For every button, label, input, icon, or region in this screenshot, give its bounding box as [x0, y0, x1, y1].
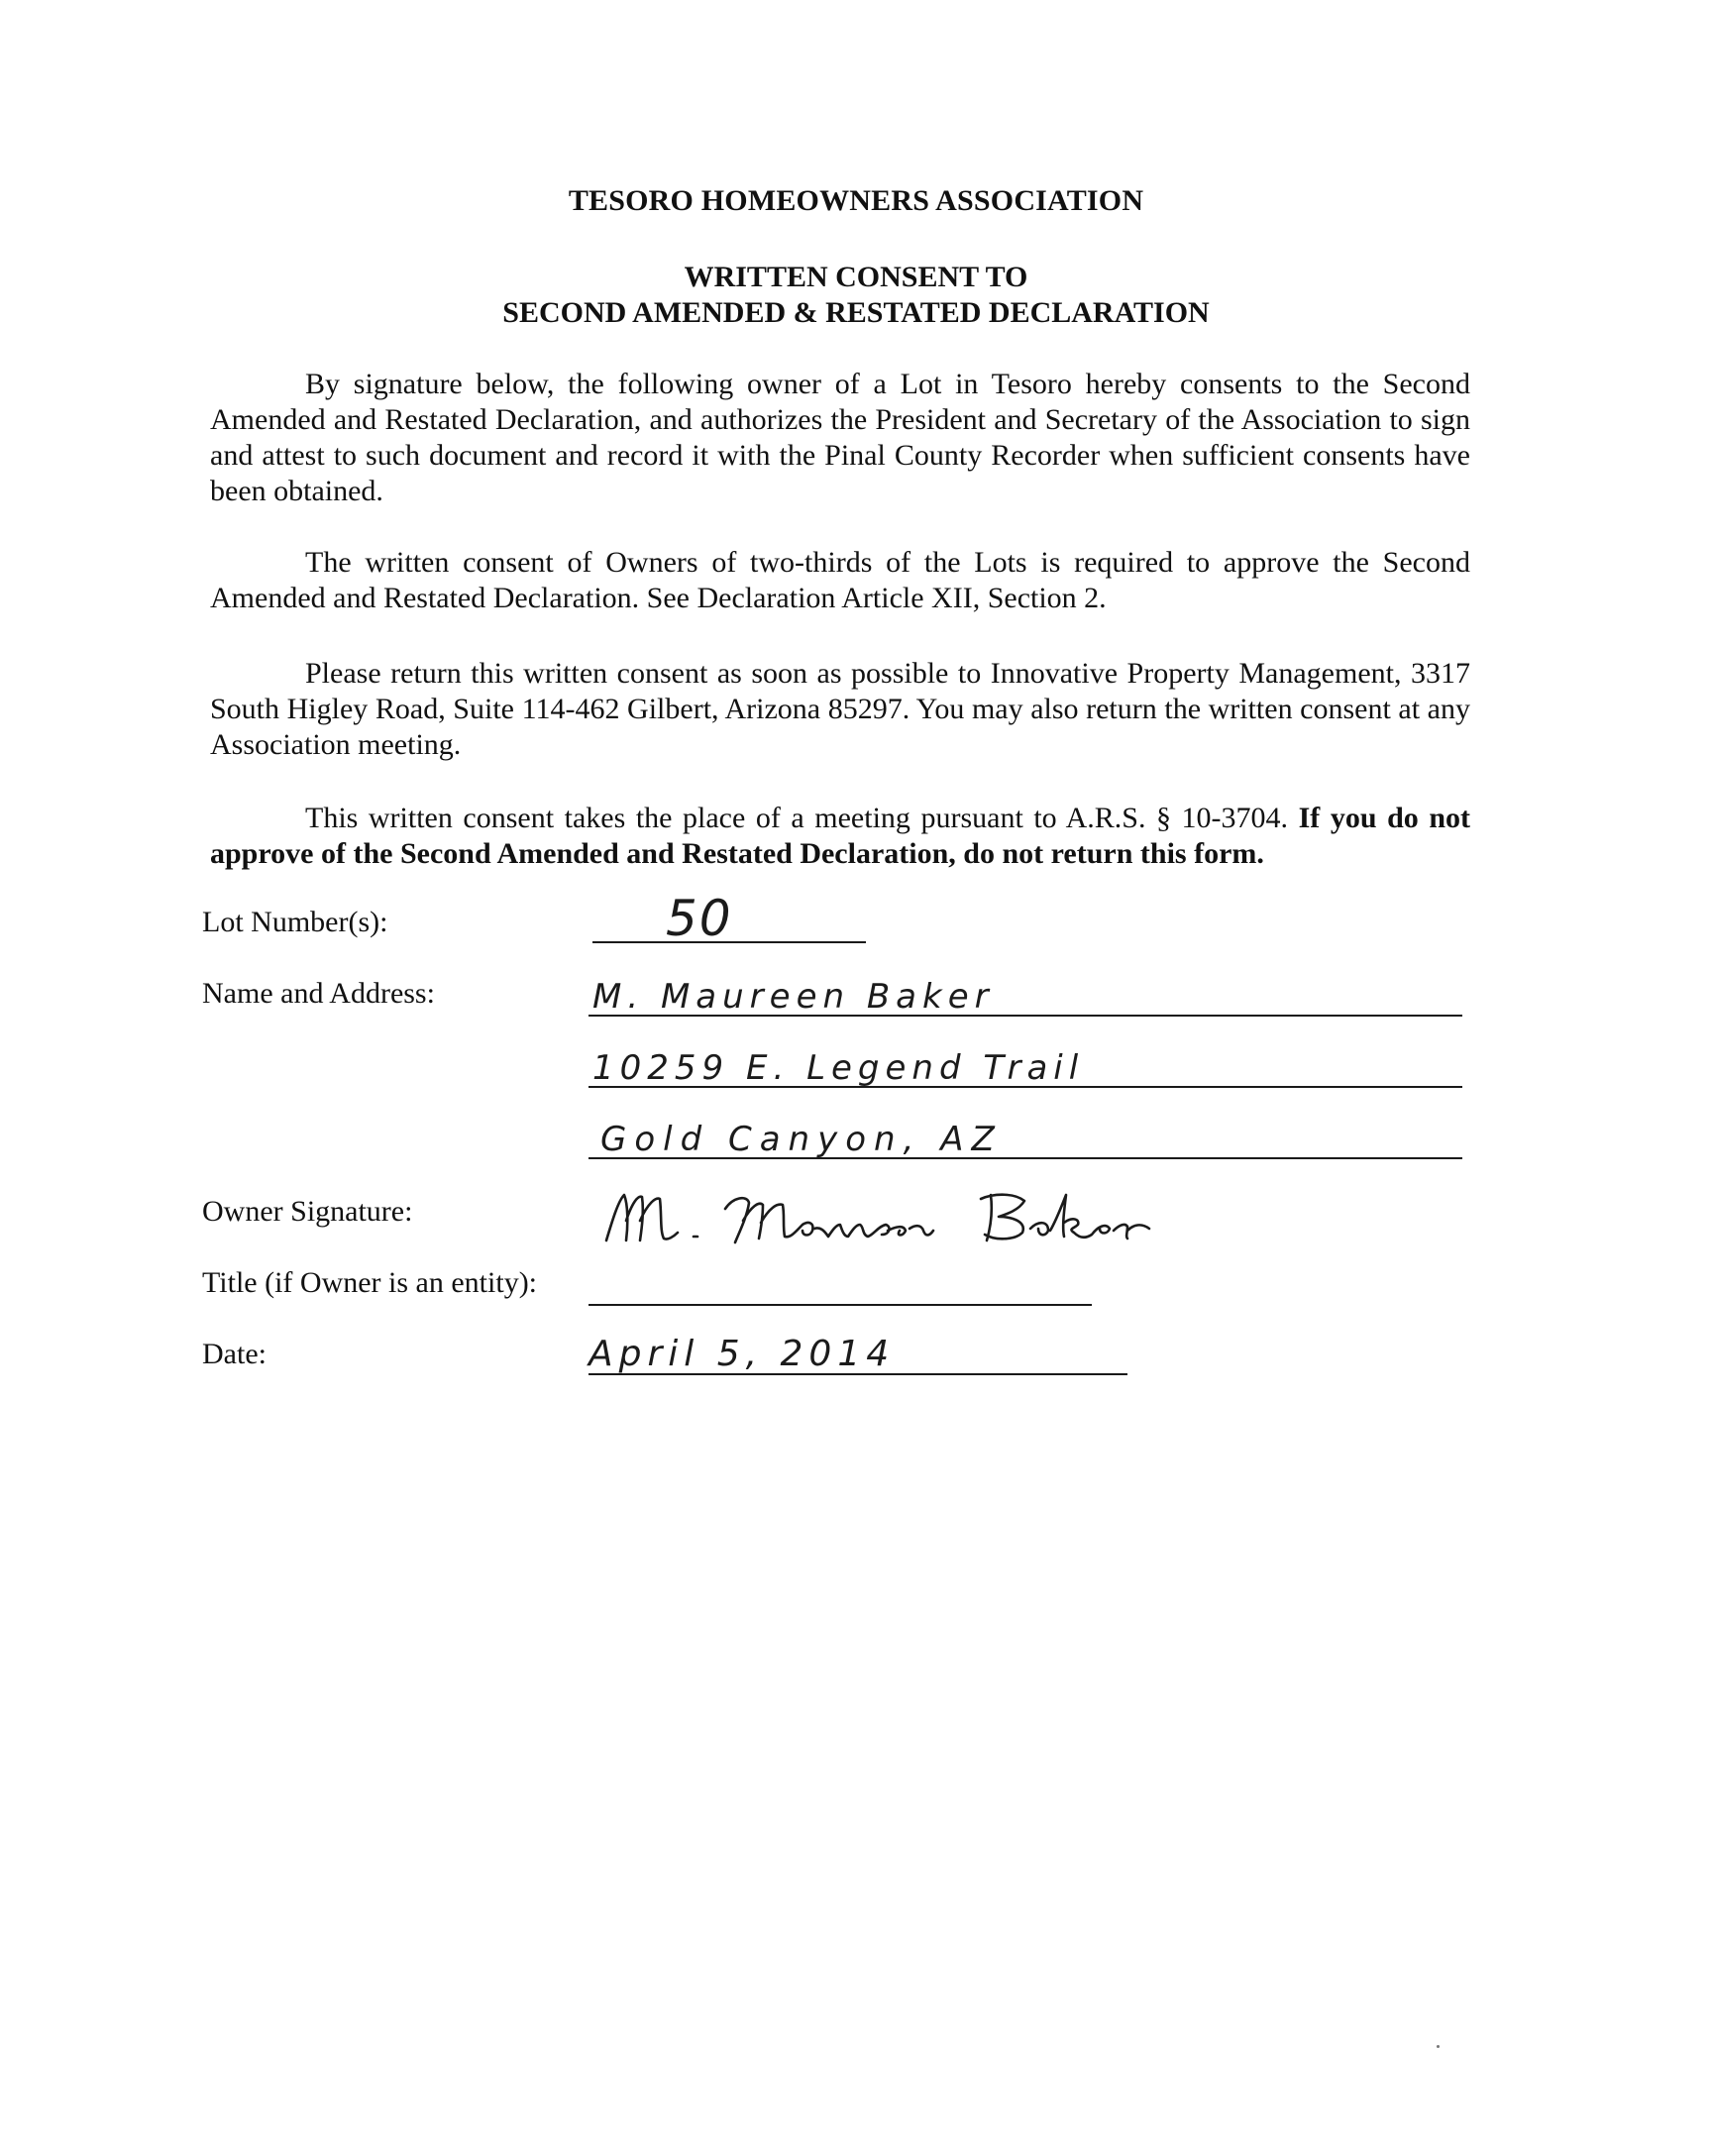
meeting-notice-text: This written consent takes the place of a meeting pursuant to A.R.S. § 10-3704. [305, 802, 1289, 834]
owner-name-value: M. Maureen Baker [592, 977, 995, 1017]
meeting-notice-paragraph [210, 801, 1470, 872]
city-state-value: Gold Canyon, AZ [600, 1120, 1003, 1159]
owner-title-line [588, 1304, 1092, 1306]
approval-requirement-paragraph: The written consent of Owners of two-thirds of the Lots is required to approve the Second Amended and Restated Declaration. See Declaration Article XII, Section 2. [210, 546, 1470, 614]
lot-number-value: 50 [666, 890, 733, 947]
document-title-line2: SECOND AMENDED & RESTATED DECLARATION [502, 296, 1210, 329]
owner-title-label: Title (if Owner is an entity): [202, 1266, 538, 1299]
organization-heading: TESORO HOMEOWNERS ASSOCIATION [568, 184, 1144, 217]
document-title [0, 260, 1712, 331]
owner-signature-label: Owner Signature: [202, 1195, 413, 1228]
document-title-line1: WRITTEN CONSENT TO [684, 261, 1028, 293]
name-address-label: Name and Address: [202, 977, 435, 1010]
owner-signature-image [598, 1181, 1213, 1260]
return-instructions-paragraph: Please return this written consent as soon as possible to Innovative Property Management, 3317 South Higley Road, Suite 114-462 Gilbert, Arizona 85297. You may also return the written consent at any Association meeting. [210, 657, 1470, 761]
lot-number-label: Lot Number(s): [202, 906, 388, 938]
date-value: April 5, 2014 [588, 1334, 896, 1374]
street-address-value: 10259 E. Legend Trail [592, 1048, 1085, 1088]
do-not-return-warning: If you do not approve of the Second Amended and Restated Declaration, do not return this form. [210, 802, 1471, 870]
scan-speck [1437, 2045, 1440, 2048]
consent-paragraph: By signature below, the following owner of a Lot in Tesoro hereby consents to the Second Amended and Restated Declaration, and authorizes the President and Secretary of the Association to sign and attest to such document and record it with the Pinal County Recorder when sufficient consents have been obtained. [210, 368, 1470, 507]
date-label: Date: [202, 1338, 267, 1370]
